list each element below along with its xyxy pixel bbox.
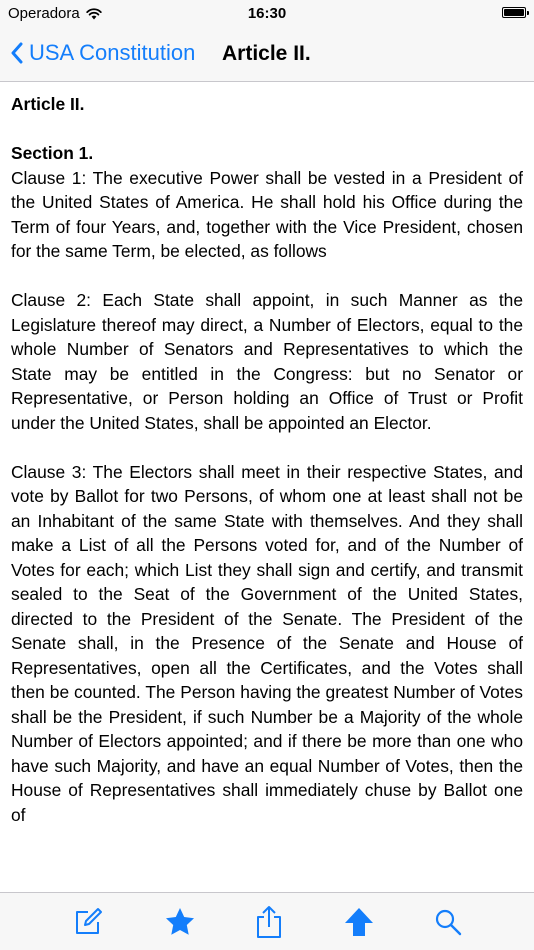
article-heading: Article II. [11,94,85,114]
battery-icon [502,7,526,18]
arrow-up-icon [343,906,375,938]
edit-icon [72,906,104,938]
clause-2: Clause 2: Each State shall appoint, in such Manner as the Legislature thereof may direct, a Number of Electors, equal to the whole Number of Senators and Representatives to which the State may be entitled in the Congress: but no Senator or Representative, or Person holding an Office of Trust or Profit under the United States, shall be appointed an Elector. [11,290,523,433]
share-button[interactable] [249,905,289,939]
carrier-label: Operadora [8,5,80,22]
search-icon [433,907,463,937]
favorite-button[interactable] [160,905,200,939]
chevron-left-icon [10,42,23,64]
battery-level [504,9,524,16]
navigation-bar [0,28,534,82]
article-content[interactable] [0,82,534,892]
bottom-toolbar [0,892,534,950]
clause-3: Clause 3: The Electors shall meet in their respective States, and vote by Ballot for two Persons, of whom one at least shall not be an Inhabitant of the same State with themselves. And they shall make a List of all the Persons voted for, and of the Number of Votes for each; which List they shall sign and certify, and transmit sealed to the Seat of the Government of the United States, directed to the President of the Senate. The President of the Senate shall, in the Presence of the Senate and House of Representatives, open all the Certificates, and the Votes shall then be counted. The Person having the greatest Number of Votes shall be the President, if such Number be a Majority of the whole Number of Electors appointed; and if there be more than one who have such Majority, and have an equal Number of Votes, then the House of Representatives shall immediately chuse by Ballot one of [11,461,523,825]
section-heading: Section 1. [11,143,94,163]
back-button-label: USA Constitution [29,40,196,65]
star-icon [164,906,196,938]
back-button[interactable] [10,40,195,66]
scroll-to-top-button[interactable] [339,905,379,939]
page-title: Article II. [222,42,311,65]
edit-note-button[interactable] [68,905,108,939]
search-button[interactable] [428,905,468,939]
status-bar [0,0,534,28]
share-icon [254,905,284,939]
clause-1: Clause 1: The executive Power shall be vested in a President of the United States of America. He shall hold his Office during the Term of four Years, and, together with the Vice President, chosen for the same Term, be elected, as follows [11,167,523,261]
status-time: 16:30 [247,5,287,22]
